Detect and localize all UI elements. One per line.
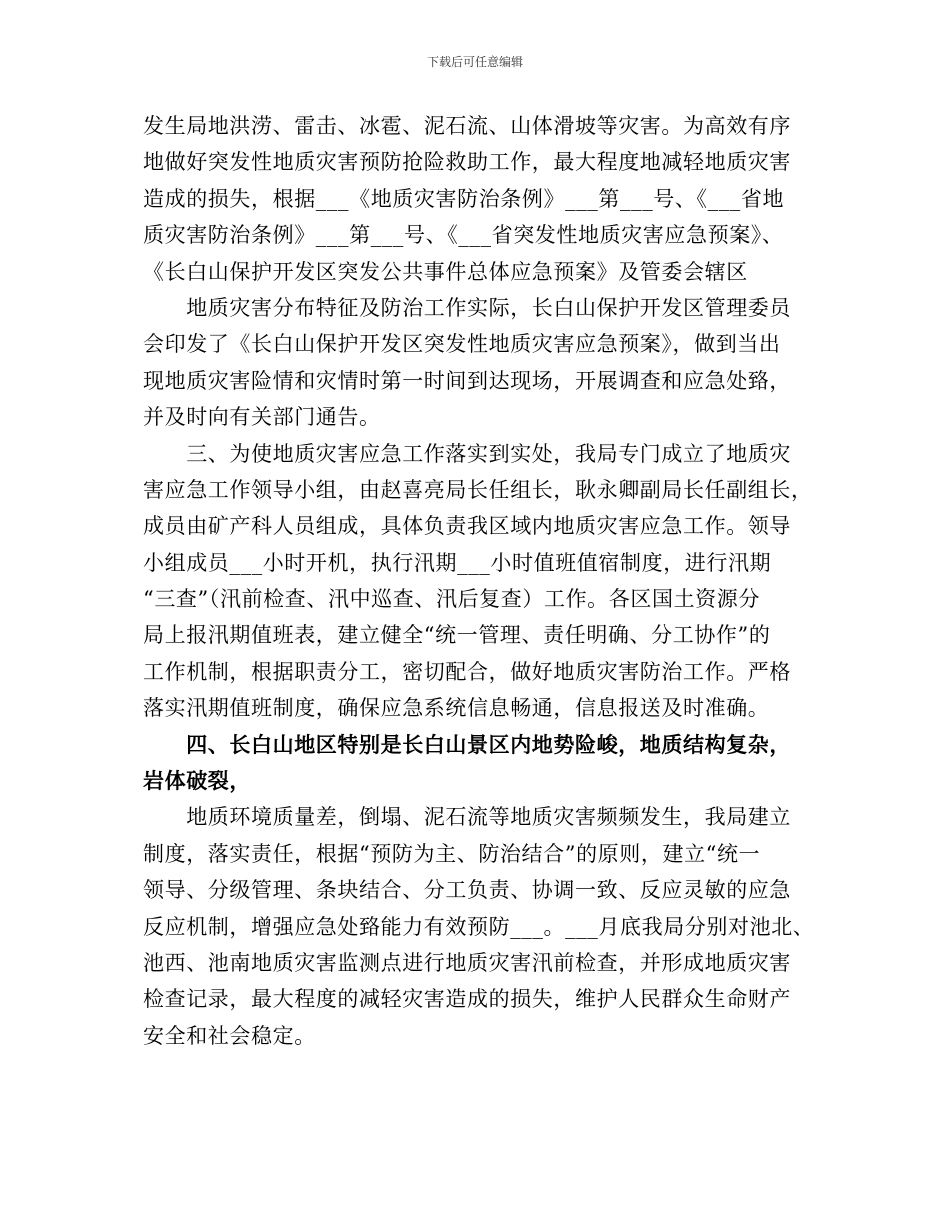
text-line: 害应急工作领导小组，由赵喜亮局长任组长，耿永卿副局长任副组长， bbox=[143, 477, 813, 502]
text-line: 地做好突发性地质灾害预防抢险救助工作，最大程度地减轻地质灾害 bbox=[143, 150, 791, 175]
text-line: 三、为使地质灾害应急工作落实到实处，我局专门成立了地质灾 bbox=[143, 441, 791, 466]
text-line: 发生局地洪涝、雷击、冰雹、泥石流、山体滑坡等灾害。为高效有序 bbox=[143, 114, 791, 138]
text-line: 小组成员___小时开机，执行汛期___小时值班值宿制度，进行汛期 bbox=[143, 550, 772, 575]
text-line: 落实汛期值班制度，确保应急系统信息畅通，信息报送及时准确。 bbox=[143, 696, 770, 721]
text-line: 池西、池南地质灾害监测点进行地质灾害汛前检查，并形成地质灾害 bbox=[143, 950, 791, 975]
text-line: 检查记录，最大程度的减轻灾害造成的损失，维护人民群众生命财产 bbox=[143, 987, 791, 1012]
text-line: 成员由矿产科人员组成，具体负责我区域内地质灾害应急工作。领导 bbox=[143, 514, 791, 539]
text-line: 地质环境质量差，倒塌、泥石流等地质灾害频频发生，我局建立 bbox=[143, 805, 791, 830]
text-line: 《长白山保护开发区突发公共事件总体应急预案》及管委会辖区 bbox=[143, 259, 748, 284]
text-line: 会印发了《长白山保护开发区突发性地质灾害应急预案》，做到当出 bbox=[143, 332, 781, 357]
bold-heading-line: 四、长白山地区特别是长白山景区内地势险峻，地质结构复杂， bbox=[143, 731, 791, 757]
text-line: 并及时向有关部门通告。 bbox=[143, 405, 381, 430]
document-body bbox=[143, 108, 815, 1054]
text-line: 质灾害防治条例》___第___号、《___省突发性地质灾害应急预案》、 bbox=[143, 223, 784, 248]
text-line: 制度，落实责任，根据“预防为主、防治结合”的原则，建立“统一 bbox=[143, 841, 761, 866]
text-line: 工作机制，根据职责分工，密切配合，做好地质灾害防治工作。严格 bbox=[143, 659, 791, 684]
text-line: 现地质灾害险情和灾情时第一时间到达现场，开展调查和应急处臵， bbox=[143, 368, 791, 393]
text-line: 局上报汛期值班表，建立健全“统一管理、责任明确、分工协作”的 bbox=[143, 623, 771, 648]
text-line: 领导、分级管理、条块结合、分工负责、协调一致、反应灵敏的应急 bbox=[143, 878, 791, 903]
text-line: 造成的损失，根据___《地质灾害防治条例》___第___号、《___省地 bbox=[143, 186, 785, 211]
text-line: 地质灾害分布特征及防治工作实际，长白山保护开发区管理委员 bbox=[143, 295, 791, 320]
text-line: 反应机制，增强应急处臵能力有效预防___。___月底我局分别对池北、 bbox=[143, 914, 815, 939]
text-line: 安全和社会稳定。 bbox=[143, 1023, 316, 1048]
page-header: 下载后可任意编辑 bbox=[426, 55, 523, 69]
bold-heading-line: 岩体破裂， bbox=[143, 768, 251, 794]
text-line: “三查”（汛前检查、汛中巡查、汛后复查）工作。各区国土资源分 bbox=[143, 587, 760, 612]
